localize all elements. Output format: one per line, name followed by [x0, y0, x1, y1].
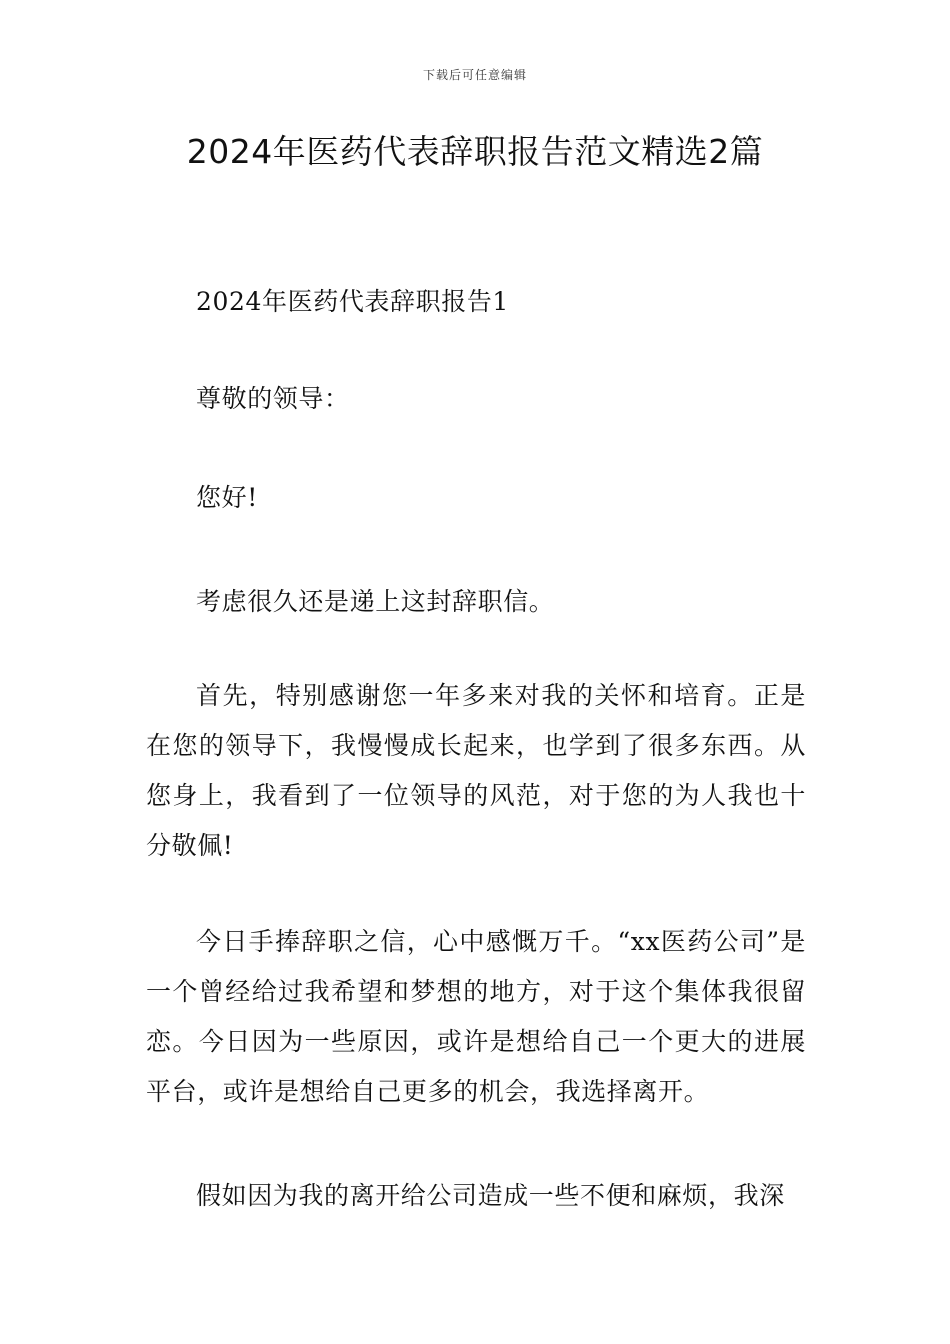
paragraph-1: 考虑很久还是递上这封辞职信。: [196, 587, 555, 616]
salutation: 尊敬的领导：: [196, 384, 350, 413]
paragraph-4: 假如因为我的离开给公司造成一些不便和麻烦，我深: [196, 1181, 785, 1210]
document-title: 2024年医药代表辞职报告范文精选2篇: [186, 132, 764, 171]
greeting: 您好!: [196, 483, 258, 512]
header-note: 下载后可任意编辑: [422, 68, 527, 82]
section-title: 2024年医药代表辞职报告1: [196, 287, 509, 316]
paragraph-2: 首先，特别感谢您一年多来对我的关怀和培育。正是在您的领导下，我慢慢成长起来，也学到了很多东西。从您身上，我看到了一位领导的风范，对于您的为人我也十分敬佩!: [146, 681, 806, 860]
paragraph-3: 今日手捧辞职之信，心中感慨万千。“xx医药公司”是一个曾经给过我希望和梦想的地方，对于这个集体我很留恋。今日因为一些原因，或许是想给自己一个更大的进展平台，或许是想给自己更多的机会，我选择离开。: [146, 927, 806, 1106]
